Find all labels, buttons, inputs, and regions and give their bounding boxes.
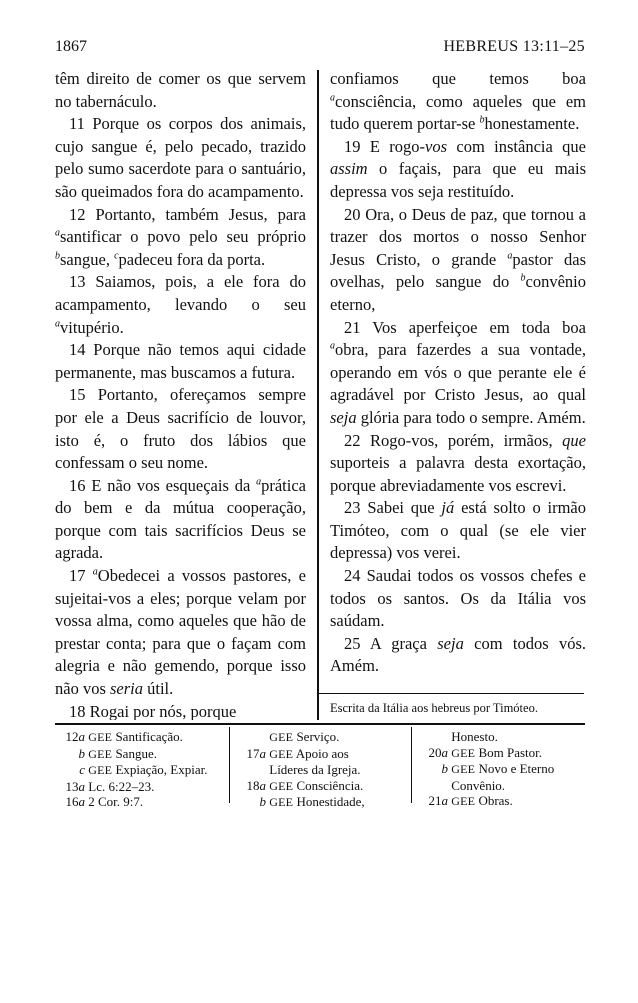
left-text-column [55,68,306,720]
verse-text: com todos vós. Amém. [330,633,586,676]
footnote-row [236,746,406,763]
footnote-marker: a [55,318,60,330]
footnote-text: Novo e Eterno [478,761,555,777]
gee-abbreviation: GEE [269,746,294,761]
verse-text: confiamos que temos boa [330,69,586,88]
verse-text: 22 Rogo-vos, porém, irmãos, [344,430,563,450]
footnote-column-2 [236,729,406,811]
footnote-text: Consciência. [296,777,364,793]
verse-paragraph [330,497,586,565]
verse-text: 13 Saiamos, pois, a ele fora do acampamento, levando o seu [55,272,306,314]
verse-text: com instância que [447,136,586,156]
verse-paragraph [55,565,306,701]
verse-paragraph [55,204,306,272]
footnote-row [55,794,225,810]
footnote-label [55,729,85,745]
footnote-text: Honestidade, [296,794,365,810]
footnote-letter: b [259,794,266,810]
footnote-label [236,794,266,810]
footnote-text: Apoio aos [295,745,349,761]
running-head: HEBREUS 13:11–25 [443,38,585,55]
footnote-row [55,762,225,779]
colophon-rule [318,693,584,694]
verse-text: assim [330,159,368,179]
verse-text: Obedecei a vossos pastores, e sujeitai-vos a eles; porque velam por vossa alma, como aqueles que hão de prestar conta; para que o façam com alegria e não gemendo, porque isso não vos [55,566,306,699]
footnote-row [236,794,406,811]
verse-text: santificar o povo pelo seu próprio [60,227,306,247]
page-header [55,38,585,60]
footnote-label [418,761,448,777]
footnote-letter: a [78,729,85,744]
footnote-divider [411,727,412,803]
footnote-row [236,729,406,746]
footnote-letter: c [79,762,85,778]
gee-abbreviation: GEE [88,763,113,778]
footnote-row [418,745,588,762]
verse-text: 23 Sabei que [344,498,442,518]
gee-abbreviation: GEE [269,730,294,744]
verse-paragraph [330,68,586,136]
footnote-marker: b [55,250,60,262]
verse-text: 16 E não vos esqueçais da [69,475,257,495]
footnote-label [55,779,85,795]
gee-abbreviation: GEE [451,794,476,809]
footnote-text: Santificação. [115,729,183,744]
gee-abbreviation: GEE [269,795,294,810]
footnote-text: Expiação, Expiar. [115,762,208,778]
footnote-marker: a [256,476,262,488]
footnote-text: Sangue. [115,745,157,761]
verse-text: sangue, [60,249,115,269]
verse-text: têm direito de comer os que servem no tabernáculo. [55,69,306,111]
verse-text: já [441,498,455,518]
footnote-marker: c [114,250,119,262]
verse-paragraph [55,339,306,384]
verse-paragraph [330,430,586,498]
footnote-marker: b [520,272,526,284]
verse-text: útil. [143,679,174,699]
footnote-letter: b [78,745,85,761]
verse-paragraph [55,475,306,565]
verse-text: 12 Portanto, também Jesus, para [69,204,306,224]
footnote-verse-number: 21 [428,793,442,809]
verse-paragraph [55,384,306,474]
footnote-row [418,793,588,810]
footnote-label [236,778,266,794]
footnote-text: Obras. [478,793,513,809]
footnote-label [55,762,85,778]
verse-text: 20 Ora, o Deus de paz, que tornou a trazer dos mortos o nosso Senhor Jesus Cristo, o grande [330,204,586,269]
verse-text: 19 E rogo- [344,136,426,156]
gee-abbreviation: GEE [88,746,113,761]
footnote-divider [229,727,230,803]
footnote-letter: a [78,778,85,794]
verse-text: convênio eterno, [330,272,586,314]
footnote-letter: a [259,777,266,793]
verse-paragraph [55,113,306,203]
verse-text: consciência, como aqueles que em tudo querem portar-se [330,91,586,134]
verse-paragraph [330,317,586,430]
footnote-column-3 [418,729,588,810]
footnote-column-1 [55,729,225,810]
verse-text: 21 Vos aperfeiçoe em toda boa [344,317,586,337]
verse-text: seria [110,679,143,699]
verse-paragraph [330,565,586,633]
verse-text: que [562,430,586,450]
verse-text: vos [425,136,448,156]
footnote-row [236,778,406,795]
verse-paragraph [330,204,586,317]
verse-text: padeceu fora da porta. [118,249,266,269]
footnote-marker: a [55,227,60,239]
footnote-marker: a [92,566,98,578]
footnote-text: Bom Pastor. [478,744,543,760]
footnote-verse-number: 13 [65,778,79,794]
verse-paragraph [55,68,306,113]
verse-text: pastor das ovelhas, pelo sangue do [330,249,586,292]
footnote-rule [55,723,585,725]
verse-text: honestamente. [484,114,580,134]
verse-text: seja [437,633,464,653]
footnote-verse-number: 17 [246,745,260,761]
verse-text: prática do bem e da mútua cooperação, porque com tais sacrifícios Deus se agrada. [55,475,306,563]
footnote-row [55,746,225,763]
footnote-marker: a [507,250,513,262]
footnote-row [418,729,588,745]
footnote-marker: b [479,114,485,126]
gee-abbreviation: GEE [451,762,476,777]
footnote-verse-number: 20 [428,744,442,760]
right-text-column [330,68,586,678]
footnote-letter: a [78,794,85,810]
footnote-marker: a [330,92,335,104]
footnote-label [55,794,85,810]
verse-text: o façais, para que eu mais depressa vos seja restituído. [330,159,586,201]
verse-paragraph [330,633,586,678]
footnote-verse-number: 16 [65,794,79,810]
footnote-text: Serviço. [296,729,340,744]
verse-text: 18 Rogai por nós, porque [69,701,237,720]
footnote-label [55,746,85,762]
footnote-letter: b [441,761,448,777]
verse-paragraph [55,701,306,720]
verse-paragraph [330,136,586,204]
verse-text: está solto o irmão Timóteo, com o qual (se ele vier depressa) vos verei. [330,498,586,563]
page-number: 1867 [55,38,87,55]
verse-text: glória para todo o sempre. Amém. [356,407,586,427]
colophon: Escrita da Itália aos hebreus por Timóteo. [330,701,538,715]
verse-text: 17 [69,566,93,586]
footnote-text: Lc. 6:22–23. [88,778,155,794]
verse-text: obra, para fazerdes a sua vontade, operando em vós o que perante ele é agradável por Cristo Jesus, ao qual [330,340,586,405]
footnote-row [236,762,406,778]
verse-text: vitupério. [60,317,124,337]
footnote-row [55,729,225,746]
gee-abbreviation: GEE [88,730,113,744]
verse-text: 24 Saudai todos os vossos chefes e todos os santos. Os da Itália vos saúdam. [330,566,586,631]
footnote-text: 2 Cor. 9:7. [88,794,144,810]
footnote-text: Convênio. [451,777,506,793]
verse-text: 11 Porque os corpos dos animais, cujo sangue é, pelo pecado, trazido pelo sumo sacerdote para o santuário, são queimados fora do acampamento. [55,114,306,201]
footnote-marker: a [330,340,335,352]
footnote-label [236,746,266,762]
footnote-letter: a [441,793,448,809]
verse-text: 25 A graça [344,633,438,653]
footnote-verse-number: 12 [65,729,79,744]
verse-text: suporteis a palavra desta exortação, porque abreviadamente vos escrevi. [330,453,586,495]
verse-text: 15 Portanto, ofereçamos sempre por ele a Deus sacrifício de louvor, isto é, o fruto dos lábios que confessam o seu nome. [55,385,306,473]
column-divider [317,70,319,720]
footnote-row [418,761,588,778]
footnote-letter: a [259,745,266,761]
footnote-label [418,793,448,809]
footnote-verse-number: 18 [246,777,260,793]
footnote-row [55,779,225,795]
gee-abbreviation: GEE [451,745,476,760]
gee-abbreviation: GEE [269,778,294,793]
verse-text: seja [330,407,357,427]
footnote-text: Honesto. [451,729,498,744]
verse-paragraph [55,271,306,339]
footnote-letter: a [441,744,448,760]
footnote-row [418,778,588,794]
footnote-label [418,745,448,761]
footnote-text: Líderes da Igreja. [269,762,361,778]
verse-text: 14 Porque não temos aqui cidade permanente, mas buscamos a futura. [55,340,306,382]
